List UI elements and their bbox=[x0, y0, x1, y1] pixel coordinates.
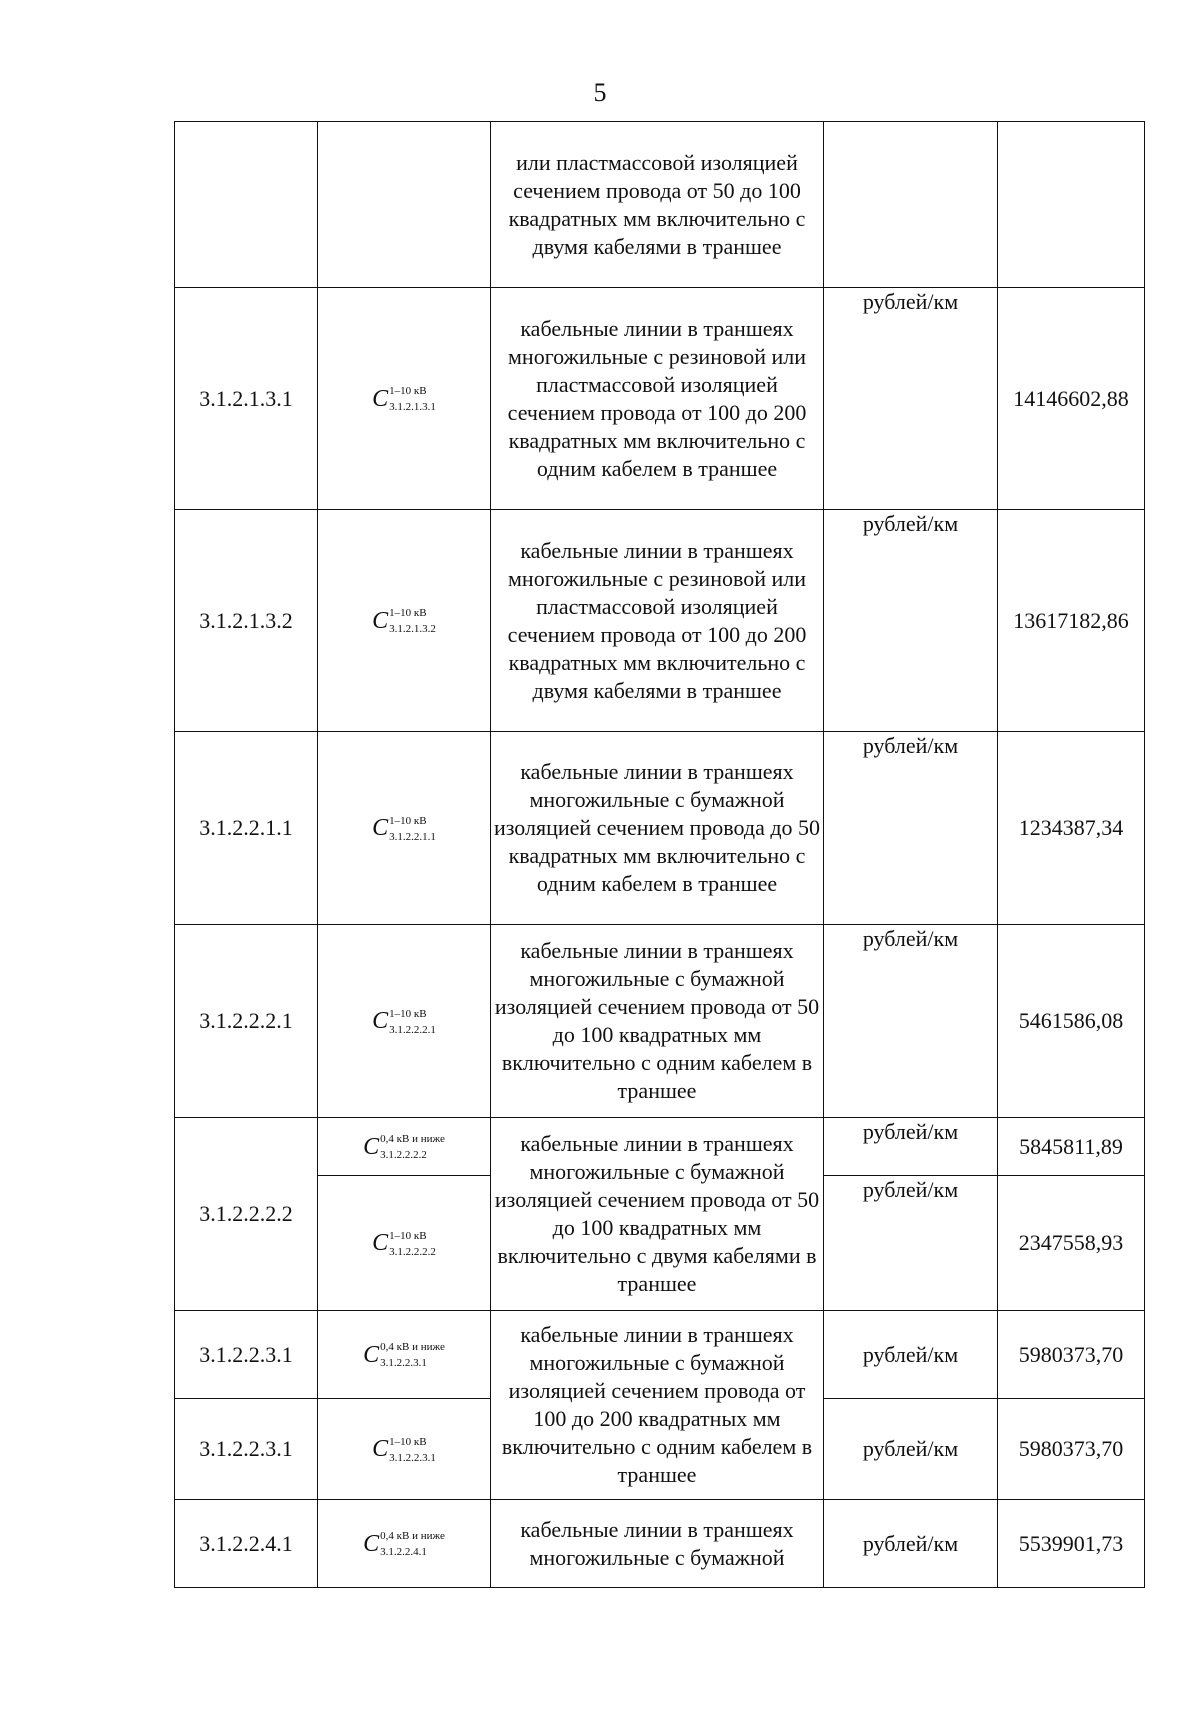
table-row bbox=[175, 1311, 1145, 1399]
description-cell: кабельные линии в траншеях многожильные с бумажной изоляцией сечением провода от 50 до 100 квадратных мм включительно с одним кабелем в траншее bbox=[491, 925, 824, 1118]
code-cell: 3.1.2.2.2.1 bbox=[175, 925, 318, 1118]
unit-cell: рублей/км bbox=[824, 1500, 998, 1588]
unit-cell: рублей/км bbox=[824, 1311, 998, 1399]
rate-symbol: C 0,4 кВ и ниже 3.1.2.2.2.2 bbox=[363, 1133, 445, 1162]
unit-cell: рублей/км bbox=[824, 1399, 998, 1500]
table-row bbox=[175, 510, 1145, 732]
code-cell: 3.1.2.2.4.1 bbox=[175, 1500, 318, 1588]
symbol-cell bbox=[318, 288, 491, 510]
page-number: 5 bbox=[593, 78, 607, 107]
symbol-cell bbox=[318, 1399, 491, 1500]
unit-cell: рублей/км bbox=[824, 288, 998, 510]
unit-cell bbox=[824, 122, 998, 288]
table-row bbox=[175, 732, 1145, 925]
rate-symbol: C 0,4 кВ и ниже 3.1.2.2.3.1 bbox=[363, 1341, 445, 1370]
rate-symbol: C 1–10 кВ 3.1.2.1.3.2 bbox=[372, 607, 436, 636]
code-cell: 3.1.2.2.3.1 bbox=[175, 1311, 318, 1399]
rate-symbol: C 1–10 кВ 3.1.2.2.1.1 bbox=[372, 814, 436, 843]
value-cell bbox=[998, 122, 1145, 288]
symbol-cell bbox=[318, 1118, 491, 1176]
symbol-cell bbox=[318, 510, 491, 732]
code-cell: 3.1.2.2.3.1 bbox=[175, 1399, 318, 1500]
table-row bbox=[175, 288, 1145, 510]
code-cell: 3.1.2.1.3.2 bbox=[175, 510, 318, 732]
symbol-cell bbox=[318, 925, 491, 1118]
description-cell: кабельные линии в траншеях многожильные с бумажной изоляцией сечением провода до 50 квадратных мм включительно с одним кабелем в траншее bbox=[491, 732, 824, 925]
code-cell: 3.1.2.2.1.1 bbox=[175, 732, 318, 925]
symbol-cell bbox=[318, 122, 491, 288]
value-cell: 5980373,70 bbox=[998, 1399, 1145, 1500]
description-cell: или пластмассовой изоляцией сечением провода от 50 до 100 квадратных мм включительно с двумя кабелями в траншее bbox=[491, 122, 824, 288]
value-cell: 14146602,88 bbox=[998, 288, 1145, 510]
unit-cell: рублей/км bbox=[824, 1118, 998, 1176]
table-row bbox=[175, 1118, 1145, 1176]
code-cell: 3.1.2.2.2.2 bbox=[175, 1118, 318, 1311]
rate-symbol: C 1–10 кВ 3.1.2.2.2.1 bbox=[372, 1007, 436, 1036]
table-row bbox=[175, 122, 1145, 288]
rate-symbol: C 1–10 кВ 3.1.2.2.2.2 bbox=[372, 1229, 436, 1258]
code-cell: 3.1.2.1.3.1 bbox=[175, 288, 318, 510]
description-cell: кабельные линии в траншеях многожильные с бумажной bbox=[491, 1500, 824, 1588]
unit-cell: рублей/км bbox=[824, 925, 998, 1118]
value-cell: 5980373,70 bbox=[998, 1311, 1145, 1399]
description-cell: кабельные линии в траншеях многожильные с резиновой или пластмассовой изоляцией сечением провода от 100 до 200 квадратных мм включительно с двумя кабелями в траншее bbox=[491, 510, 824, 732]
rate-symbol: C 1–10 кВ 3.1.2.2.3.1 bbox=[372, 1435, 436, 1464]
unit-cell: рублей/км bbox=[824, 510, 998, 732]
rate-symbol: C 0,4 кВ и ниже 3.1.2.2.4.1 bbox=[363, 1530, 445, 1559]
tariff-table bbox=[174, 121, 1145, 1588]
value-cell: 13617182,86 bbox=[998, 510, 1145, 732]
value-cell: 5539901,73 bbox=[998, 1500, 1145, 1588]
description-cell: кабельные линии в траншеях многожильные с бумажной изоляцией сечением провода от 100 до 200 квадратных мм включительно с одним кабелем в траншее bbox=[491, 1311, 824, 1500]
table-row bbox=[175, 925, 1145, 1118]
symbol-cell bbox=[318, 1176, 491, 1311]
value-cell: 5845811,89 bbox=[998, 1118, 1145, 1176]
symbol-cell bbox=[318, 1500, 491, 1588]
unit-cell: рублей/км bbox=[824, 1176, 998, 1311]
description-cell: кабельные линии в траншеях многожильные с бумажной изоляцией сечением провода от 50 до 100 квадратных мм включительно с двумя кабелями в траншее bbox=[491, 1118, 824, 1311]
code-cell bbox=[175, 122, 318, 288]
value-cell: 1234387,34 bbox=[998, 732, 1145, 925]
description-cell: кабельные линии в траншеях многожильные с резиновой или пластмассовой изоляцией сечением провода от 100 до 200 квадратных мм включительно с одним кабелем в траншее bbox=[491, 288, 824, 510]
symbol-cell bbox=[318, 1311, 491, 1399]
unit-cell: рублей/км bbox=[824, 732, 998, 925]
table-row bbox=[175, 1500, 1145, 1588]
value-cell: 5461586,08 bbox=[998, 925, 1145, 1118]
symbol-cell bbox=[318, 732, 491, 925]
value-cell: 2347558,93 bbox=[998, 1176, 1145, 1311]
rate-symbol: C 1–10 кВ 3.1.2.1.3.1 bbox=[372, 385, 436, 414]
